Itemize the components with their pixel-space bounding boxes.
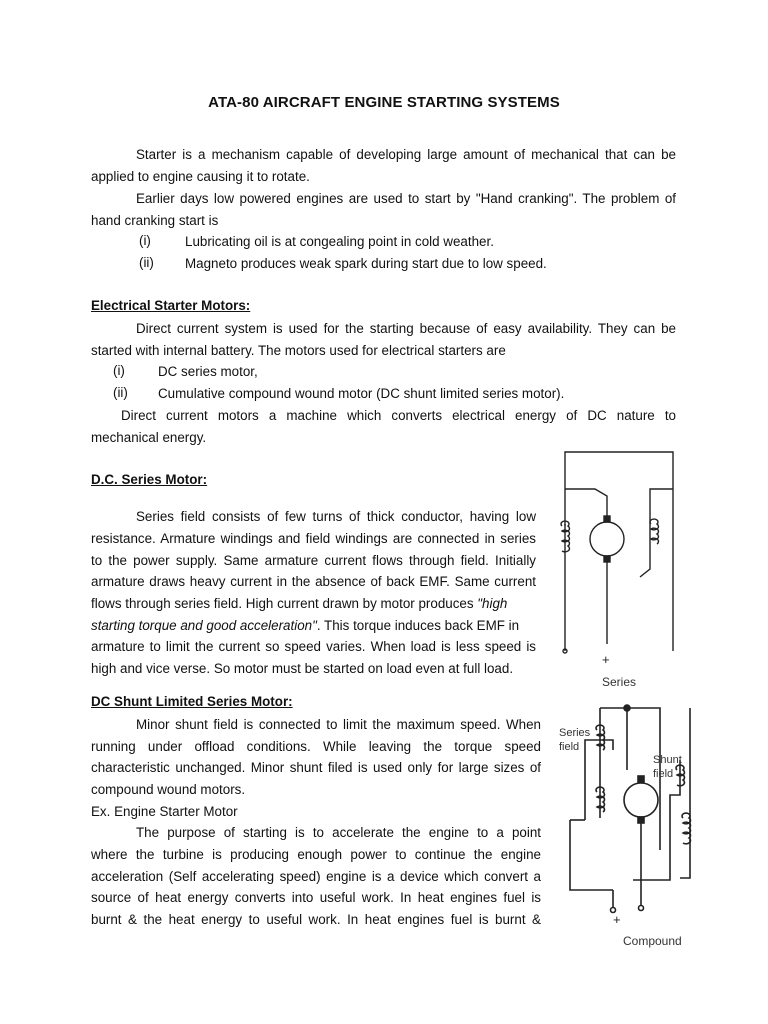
electrical-line-4: mechanical energy. [91, 430, 207, 445]
dc-series-line-7: armature to limit the current so speed varies. When load is less speed is [91, 639, 536, 654]
electrical-line-1: Direct current system is used for the starting because of easy availability. They can be [136, 321, 676, 336]
dc-series-line-8: high and vice verse. So motor must be started on load even at full load. [91, 661, 514, 676]
dc-series-line-4: armature draws heavy current in the absence of back EMF. Same current [91, 574, 536, 589]
shunt-field-label-line-2: field [653, 768, 674, 780]
dc-shunt-line-7: where the turbine is producing enough power to continue the engine [91, 847, 541, 862]
dc-shunt-line-3: characteristic unchanged. Minor shunt filed is used only for large sizes of [91, 760, 541, 775]
intro-paragraph-2-line-2: hand cranking start is [91, 213, 219, 228]
intro-paragraph-1-line-1: Starter is a mechanism capable of developing large amount of mechanical that can be [136, 147, 676, 162]
list-number: (i) [139, 233, 151, 248]
intro-paragraph-1-line-2: applied to engine causing it to rotate. [91, 169, 310, 184]
series-caption: Series [602, 675, 637, 689]
list-number: (ii) [113, 385, 128, 400]
list-item: Magneto produces weak spark during start due to low speed. [185, 256, 547, 271]
dc-shunt-line-2: running under offload conditions. While leaving the torque speed [91, 739, 541, 754]
electrical-line-3: Direct current motors a machine which converts electrical energy of DC nature to [121, 408, 676, 423]
dc-shunt-line-9: source of heat energy converts into useful work. In heat engines fuel is [91, 890, 541, 905]
intro-paragraph-2-line-1: Earlier days low powered engines are used to start by "Hand cranking". The problem of [136, 191, 676, 206]
series-field-label-line-2: field [559, 741, 580, 753]
compound-caption: Compound [623, 934, 682, 948]
list-item: Cumulative compound wound motor (DC shunt limited series motor). [158, 386, 565, 401]
compound-motor-diagram [555, 700, 705, 952]
list-number: (i) [113, 363, 125, 378]
list-item: Lubricating oil is at congealing point in cold weather. [185, 234, 494, 249]
series-plus-sign: + [602, 652, 610, 667]
dc-shunt-line-10: burnt & the heat energy to useful work. In heat engines fuel is burnt & [91, 912, 541, 927]
dc-series-line-2: resistance. Armature windings and field windings are connected in series [91, 531, 536, 546]
dc-series-line-3: to the power supply. Same armature current flows through field. Initially [91, 553, 536, 568]
electrical-line-2: started with internal battery. The motors used for electrical starters are [91, 343, 506, 358]
dc-shunt-line-8: acceleration (Self accelerating speed) engine is a device which convert a [91, 869, 541, 884]
section-heading-dc-shunt: DC Shunt Limited Series Motor: [91, 694, 293, 709]
dc-shunt-line-1: Minor shunt field is connected to limit the maximum speed. When [136, 717, 541, 732]
dc-shunt-line-6: The purpose of starting is to accelerate the engine to a point [136, 825, 541, 840]
list-item: DC series motor, [158, 364, 258, 379]
dc-series-line-1: Series field consists of few turns of thick conductor, having low [136, 509, 536, 524]
page-title: ATA-80 AIRCRAFT ENGINE STARTING SYSTEMS [208, 94, 560, 111]
dc-shunt-line-4: compound wound motors. [91, 782, 246, 797]
list-number: (ii) [139, 255, 154, 270]
section-heading-electrical: Electrical Starter Motors: [91, 298, 251, 313]
dc-series-line-5: flows through series field. High current drawn by motor produces "high [91, 596, 508, 611]
shunt-field-label-line-1: Shunt [653, 754, 682, 766]
compound-plus-sign: + [613, 912, 621, 927]
dc-series-line-6: starting torque and good acceleration". This torque induces back EMF in [91, 618, 520, 633]
series-field-label-line-1: Series [559, 727, 591, 739]
dc-shunt-line-5: Ex. Engine Starter Motor [91, 804, 238, 819]
series-motor-diagram [550, 444, 690, 694]
section-heading-dc-series: D.C. Series Motor: [91, 472, 208, 487]
